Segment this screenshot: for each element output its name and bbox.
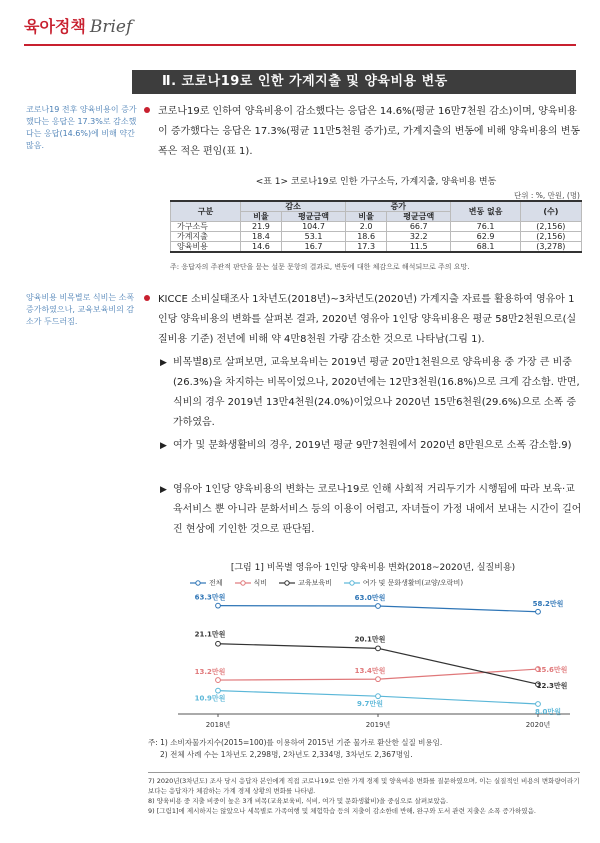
data-point [216,678,221,683]
cell: 18.4 [241,232,282,242]
bullet-dot [144,107,150,113]
legend-item [279,578,332,588]
sub-text-2: 여가 및 문화생활비의 경우, 2019년 평균 9만7천원에서 2020년 8만원으로 소폭 감소함.9) [173,440,572,451]
data-label: 13.2만원 [194,668,226,677]
data-label: 15.6만원 [536,666,568,675]
bullet-paragraph-2 [158,290,582,350]
bullet-text-2: KICCE 소비실태조사 1차년도(2018년)~3차년도(2020년) 가계지출 자료를 활용하여 영유아 1인당 양육비용의 변화를 살펴본 결과, 2020년 영유아 1인당 양육비용은 평균 58만2천원으로(실질비용 기준) 전년에 비해 약 4만8천원 가량 감소한 것으로 나타남(그림 1). [158,294,577,345]
cell: 14.6 [241,242,282,253]
section-title: Ⅱ. 코로나19로 인한 가계지출 및 양육비용 변동 [132,70,576,94]
sub-item-3 [160,480,583,540]
th-avg: 평균금액 [281,212,345,222]
cell: (3,278) [520,242,581,253]
data-point [376,646,381,651]
side-note-2: 양육비용 비목별로 식비는 소폭 증가하였으나, 교육보육비의 감소가 두드러짐. [26,293,135,326]
data-point [216,603,221,608]
footnote-9: 9) [그림1]에 제시하지는 않았으나 세목별로 가족여행 및 체험학습 등의 지출이 감소한데 반해, 완구와 도서 관련 지출은 소폭 증가하였음. [148,807,536,815]
data-label: 8.0만원 [535,708,561,716]
sub-item-2 [160,436,583,456]
cell: 62.9 [451,232,520,242]
cell: 66.7 [387,222,451,232]
brand-english: Brief [89,17,133,37]
triangle-bullet-icon: ▶ [160,485,167,495]
cell: 11.5 [387,242,451,253]
cell: 2.0 [346,222,387,232]
sub-text-3: 영유아 1인당 양육비용의 변화는 코로나19로 인해 사회적 거리두기가 시행됨에 따라 보육·교육서비스 뿐 아니라 문화서비스 등의 이용이 어렵고, 자녀들이 가정 내에서 보내는 시간이 길어진 현상에 기인한 것으로 판단됨. [173,484,582,535]
table-row [171,242,582,253]
th-group: 구분 [171,201,241,222]
footnote-rule [148,772,580,773]
row-label: 양육비용 [171,242,241,253]
data-point [376,604,381,609]
sub-item-1 [160,353,583,433]
chart-note-2: 2) 전체 사례 수는 1차년도 2,298명, 2차년도 2,334명, 3차년도 2,367명임. [160,750,413,759]
cell: 16.7 [281,242,345,253]
sub-text-1: 비목별8)로 살펴보면, 교육보육비는 2019년 평균 20만1천원으로 양육비용 중 가장 큰 비중(26.3%)을 차지하는 비목이었으나, 2020년에는 12만3천원(16.8%)으로 크게 감소함. 반면, 식비의 경우 2019년 13만4천원(24.0%)이었으나 2020년 15만6천원(29.6%)으로 소폭 증가하였음. [173,357,580,428]
cell: 32.2 [387,232,451,242]
legend-line-icon [279,580,295,586]
brand-header [24,14,132,44]
data-label: 13.4만원 [354,667,386,676]
th-increase: 증가 [346,201,451,212]
cell: (2,156) [520,222,581,232]
footnotes [148,776,580,816]
table-unit: 단위 : %, 만원, (명) [513,191,580,200]
legend-label: 여가 및 문화생활비(교양/오락비) [362,579,464,587]
table-title: <표 1> 코로나19로 인한 가구소득, 가계지출, 양육비용 변동 [255,177,497,187]
brand-korean: 육아정책 [24,17,86,36]
cell: 21.9 [241,222,282,232]
data-point [216,641,221,646]
legend-item [235,578,268,588]
th-nochange: 변동 없음 [451,201,520,222]
data-label: 20.1만원 [354,635,386,644]
cell: 17.3 [346,242,387,253]
footnote-8: 8) 양육비용 중 지출 비중이 높은 3개 비목(교육보육비, 식비, 여가 및 문화생활비)을 중심으로 살펴보았음. [148,797,449,805]
data-label: 12.3만원 [536,682,568,691]
bullet-paragraph-1 [158,102,582,162]
data-label: 63.3만원 [194,593,226,602]
legend-label: 교육보육비 [298,579,332,587]
chart-note-1: 주: 1) 소비자물가지수(2015=100)를 이용하여 2015년 기준 물가로 환산한 실질 비용임. [148,738,443,747]
header-rule [24,44,576,46]
data-label: 9.7만원 [357,700,383,709]
data-label: 63.0만원 [354,594,386,602]
legend-label: 식비 [253,579,268,587]
cell: 53.1 [281,232,345,242]
row-label: 가계지출 [171,232,241,242]
table-note: 주: 응답자의 주관적 판단을 묻는 설문 문항의 결과로, 변동에 대한 체감으로 해석되므로 주의 요망. [170,263,470,271]
table-row [171,222,582,232]
th-ratio: 비율 [346,212,387,222]
side-note-1: 코로나19 전후 양육비용이 증가했다는 응답은 17.3%로 감소했다는 응답(14.6%)에 비해 약간 많음. [26,105,137,150]
data-point [216,688,221,693]
bullet-dot [144,295,150,301]
data-label: 21.1만원 [194,630,226,639]
legend-line-icon [235,580,251,586]
triangle-bullet-icon: ▶ [160,441,167,451]
chart-notes [148,737,442,761]
cell: (2,156) [520,232,581,242]
th-ratio: 비율 [241,212,282,222]
data-point [536,609,541,614]
figure-title: [그림 1] 비목별 영유아 1인당 양육비용 변화(2018~2020년, 실질비용) [230,563,516,573]
data-point [376,694,381,699]
row-label: 가구소득 [171,222,241,232]
th-n: (수) [520,201,581,222]
legend-line-icon [190,580,206,586]
data-label: 10.9만원 [194,694,226,703]
chart-legend [190,578,463,588]
cell: 68.1 [451,242,520,253]
legend-label: 전체 [209,579,223,587]
legend-line-icon [344,580,360,586]
data-label: 58.2만원 [532,599,564,608]
legend-item [190,578,223,588]
data-table [170,200,582,253]
triangle-bullet-icon: ▶ [160,358,167,368]
x-tick-label: 2019년 [365,721,391,729]
footnote-7: 7) 2020년(3차년도) 조사 당시 응답자 본인에게 직접 코로나19로 인한 가계 경제 및 양육비용 변화를 질문하였으며, 이는 실질적인 비용의 변화량이라기보다는 응답자가 체감하는 가계 경제 상황의 변화를 나타냄. [148,777,580,795]
data-point [536,702,541,707]
table-row [171,232,582,242]
cell: 76.1 [451,222,520,232]
x-tick-label: 2018년 [205,721,231,729]
legend-item [344,578,463,588]
th-avg: 평균금액 [387,212,451,222]
cell: 18.6 [346,232,387,242]
cell: 104.7 [281,222,345,232]
bullet-text-1: 코로나19로 인하여 양육비용이 감소했다는 응답은 14.6%(평균 16만7천원 감소)이며, 양육비용이 증가했다는 응답은 17.3%(평균 11만5천원 증가)로, 가계지출의 변동에 비해 양육비용의 변동 폭은 적은 편임(표 1). [158,106,581,157]
line-chart [168,590,580,732]
x-tick-label: 2020년 [525,721,551,729]
th-decrease: 감소 [241,201,346,212]
data-point [376,677,381,682]
